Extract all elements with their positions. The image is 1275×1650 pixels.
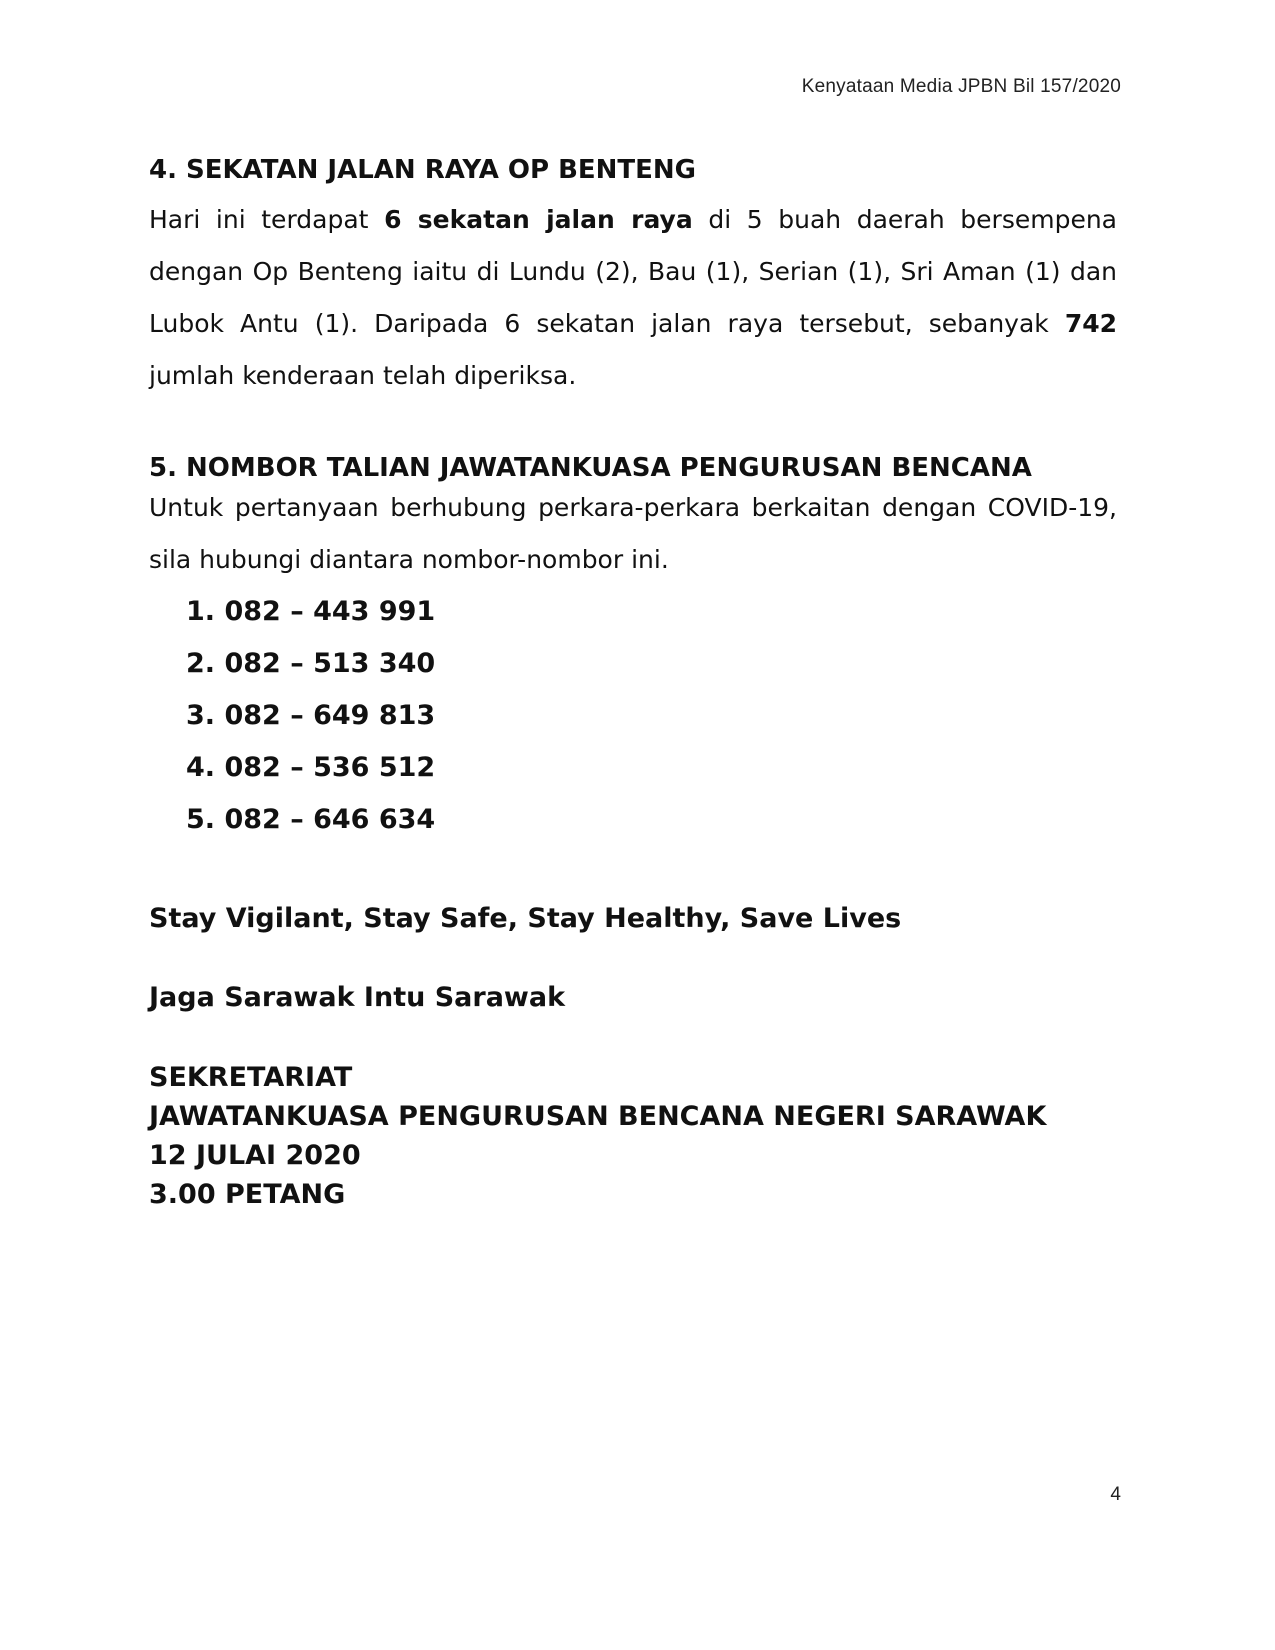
section-heading-roadblocks: 4. SEKATAN JALAN RAYA OP BENTENG — [149, 155, 697, 185]
roadblocks-text-2: di 5 buah daerah bersempena dengan Op Benteng iaitu di Lundu (2), Bau (1), Serian (1), Sri Aman (1) dan Lubok Antu (1). Daripada 6 sekatan jalan raya tersebut, sebanyak — [149, 205, 1117, 338]
signoff-date: 12 JULAI 2020 — [149, 1140, 361, 1171]
document-body — [149, 152, 1117, 1214]
phone-number: 5. 082 – 646 634 — [186, 804, 436, 835]
roadblocks-count: 6 sekatan jalan raya — [384, 205, 693, 234]
phone-number: 1. 082 – 443 991 — [186, 596, 436, 627]
roadblocks-text-1: Hari ini terdapat — [149, 205, 385, 234]
section-roadblocks — [149, 152, 1117, 402]
slogan-english: Stay Vigilant, Stay Safe, Stay Healthy, Save Lives — [149, 903, 902, 934]
roadblocks-text-3: jumlah kenderaan telah diperiksa. — [149, 361, 577, 390]
page-number: 4 — [1110, 1484, 1121, 1505]
phone-number: 3. 082 – 649 813 — [186, 700, 436, 731]
slogan-malay: Jaga Sarawak Intu Sarawak — [149, 982, 566, 1013]
signoff-secretariat: SEKRETARIAT — [149, 1062, 353, 1093]
document-reference: Kenyataan Media JPBN Bil 157/2020 — [801, 76, 1121, 97]
phone-list — [149, 586, 1117, 846]
section-heading-hotlines: 5. NOMBOR TALIAN JAWATANKUASA PENGURUSAN BENCANA — [149, 453, 1032, 483]
signoff-block — [149, 1058, 1117, 1214]
phone-number: 2. 082 – 513 340 — [186, 648, 436, 679]
phone-number: 4. 082 – 536 512 — [186, 752, 436, 783]
roadblocks-paragraph — [149, 194, 1117, 402]
section-hotlines — [149, 450, 1117, 846]
signoff-time: 3.00 PETANG — [149, 1179, 346, 1210]
hotlines-intro: Untuk pertanyaan berhubung perkara-perkara berkaitan dengan COVID-19, sila hubungi diantara nombor-nombor ini. — [149, 493, 1117, 574]
vehicles-checked-count: 742 — [1064, 309, 1117, 338]
signoff-committee: JAWATANKUASA PENGURUSAN BENCANA NEGERI SARAWAK — [149, 1101, 1047, 1132]
